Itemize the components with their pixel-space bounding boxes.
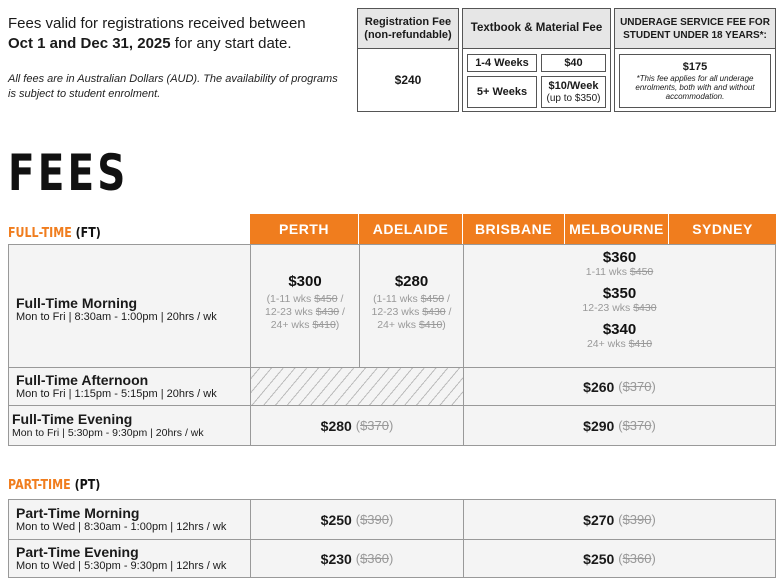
pt-evening-pa-price: $230 ( $360 ) xyxy=(320,550,394,567)
underage-fee-note: *This fee applies for all underage enrolments, both with and without accommodation. xyxy=(635,74,755,101)
other-price-tier-1: $360 xyxy=(602,249,637,266)
registration-fee-value: $240 xyxy=(394,73,422,87)
tb-row2-sub: (up to $350) xyxy=(546,92,601,104)
part-time-label: PART-TIME (PT) xyxy=(8,478,101,493)
pt-morning-label xyxy=(9,500,250,539)
pt-morning-pa-price: $250 ( $390 ) xyxy=(320,511,394,528)
adelaide-tier-2: 12-23 wks $430 / xyxy=(371,306,452,318)
ft-afternoon-other-price: $260 ( $370 ) xyxy=(583,378,656,395)
ft-morning-perth xyxy=(251,273,359,332)
page-title: FEES xyxy=(8,144,129,202)
ft-afternoon-title: Full-Time Afternoon xyxy=(16,372,149,388)
pt-evening-label xyxy=(9,540,250,577)
not-available-hatch xyxy=(251,368,463,405)
intro-block xyxy=(8,14,343,102)
textbook-fee-box xyxy=(462,8,611,112)
ft-evening-other-price: $290 ( $370 ) xyxy=(583,417,656,434)
city-header-perth: PERTH xyxy=(250,214,358,244)
part-time-table xyxy=(8,499,776,578)
pt-evening-title: Part-Time Evening xyxy=(16,544,139,560)
city-header-adelaide: ADELAIDE xyxy=(359,214,462,244)
perth-tier-2: 12-23 wks $430 / xyxy=(265,306,345,318)
full-time-table xyxy=(8,244,776,446)
textbook-fee-header: Textbook & Material Fee xyxy=(463,9,610,49)
other-tier-2: 12-23 wks $430 xyxy=(582,302,657,314)
ft-evening-pa-price: $280 ( $370 ) xyxy=(320,417,394,434)
tb-row2-value-cell xyxy=(541,76,606,108)
registration-fee-box xyxy=(357,8,459,112)
full-time-label: FULL-TIME (FT) xyxy=(8,226,101,241)
ft-afternoon-schedule: Mon to Fri | 1:15pm - 5:15pm | 20hrs / wk xyxy=(16,388,217,400)
other-tier-3: 24+ wks $410 xyxy=(586,338,653,350)
tb-row2-label: 5+ Weeks xyxy=(467,76,537,108)
pt-morning-schedule: Mon to Wed | 8:30am - 1:00pm | 12hrs / wk xyxy=(16,521,227,533)
pt-evening-other-price: $250 ( $360 ) xyxy=(583,550,656,567)
perth-tier-1: (1-11 wks $450 / xyxy=(266,293,344,305)
underage-fee-value: $175 xyxy=(682,61,708,73)
validity-dates: Oct 1 and Dec 31, 2025 for any start date. xyxy=(8,35,292,52)
city-header-melbourne: MELBOURNE xyxy=(565,214,668,244)
ft-morning-schedule: Mon to Fri | 8:30am - 1:00pm | 20hrs / wk xyxy=(16,310,217,323)
tb-row1-label: 1-4 Weeks xyxy=(467,54,537,72)
adelaide-tier-1: (1-11 wks $450 / xyxy=(373,293,450,305)
perth-tier-3: 24+ wks $410) xyxy=(270,319,340,331)
other-price-tier-3: $340 xyxy=(602,321,637,338)
ft-evening-schedule: Mon to Fri | 5:30pm - 9:30pm | 20hrs / wk xyxy=(12,427,204,439)
city-header-brisbane: BRISBANE xyxy=(463,214,564,244)
ft-afternoon-label xyxy=(9,368,250,405)
currency-note: All fees are in Australian Dollars (AUD). The availability of programs is subject to student enrolment. xyxy=(8,73,338,100)
registration-fee-header: Registration Fee (non-refundable) xyxy=(358,9,458,49)
tb-row1-value: $40 xyxy=(541,54,606,72)
other-price-tier-2: $350 xyxy=(602,285,637,302)
tb-row2-value: $10/Week xyxy=(548,79,599,92)
underage-fee-cell xyxy=(619,54,771,108)
ft-morning-label xyxy=(9,245,250,367)
underage-fee-header: UNDERAGE SERVICE FEE FOR STUDENT UNDER 18 YEARS*: xyxy=(615,9,775,49)
ft-morning-adelaide xyxy=(360,273,463,332)
ft-evening-label xyxy=(9,406,250,445)
adelaide-tier-3: 24+ wks $410) xyxy=(377,319,446,331)
pt-morning-title: Part-Time Morning xyxy=(16,505,140,521)
pt-evening-schedule: Mon to Wed | 5:30pm - 9:30pm | 12hrs / wk xyxy=(16,560,227,572)
ft-morning-other-cities xyxy=(464,249,775,351)
adelaide-price: $280 xyxy=(394,273,429,290)
ft-evening-title: Full-Time Evening xyxy=(12,411,133,427)
underage-fee-box xyxy=(614,8,776,112)
ft-morning-title: Full-Time Morning xyxy=(16,294,138,311)
other-tier-1: 1-11 wks $450 xyxy=(585,266,654,278)
city-header-sydney: SYDNEY xyxy=(669,214,776,244)
pt-morning-other-price: $270 ( $390 ) xyxy=(583,511,656,528)
validity-text: Fees valid for registrations received between xyxy=(8,15,306,32)
perth-price: $300 xyxy=(288,273,322,290)
